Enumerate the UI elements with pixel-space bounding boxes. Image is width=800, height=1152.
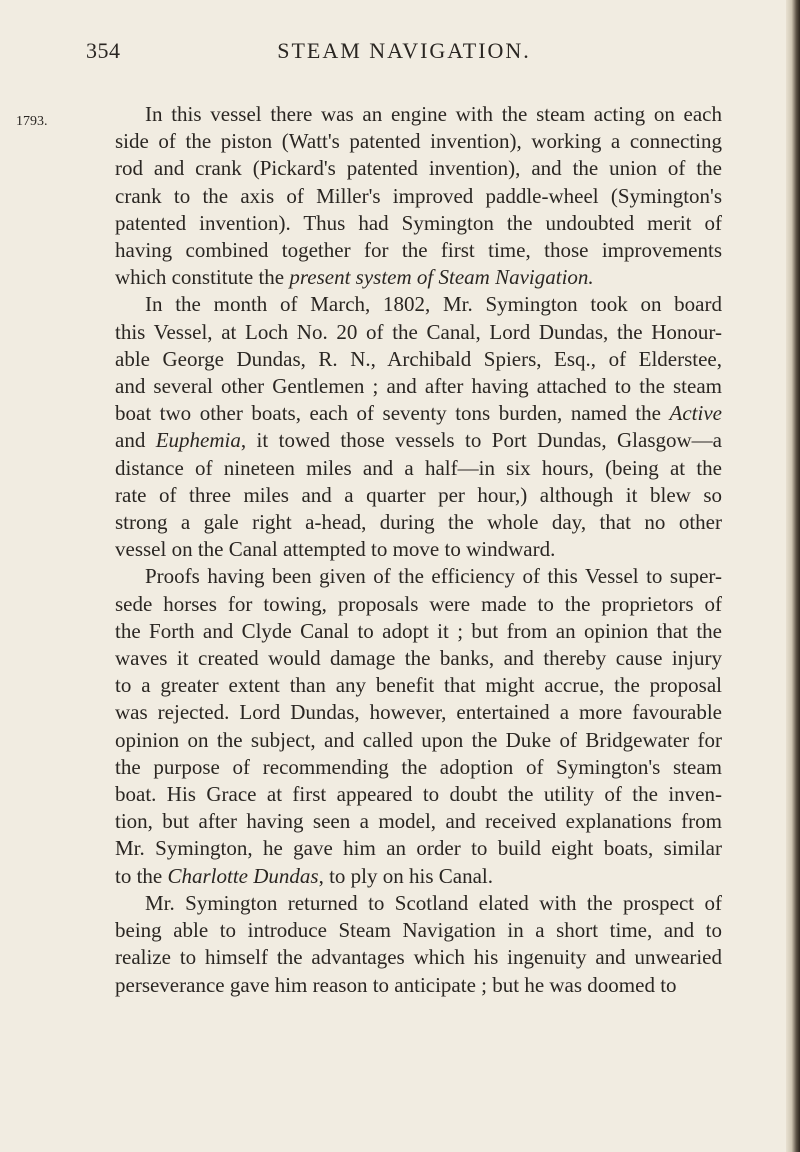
page-edge-shadow <box>786 0 800 1152</box>
text-segment: strong a gale right a-head, during the whole day, that no other <box>115 510 722 535</box>
text-line <box>85 727 722 754</box>
text-segment: Euphemia <box>155 428 241 453</box>
text-segment: tion, but after having seen a model, and received explanations from <box>115 809 722 834</box>
text-line <box>85 346 722 373</box>
text-line <box>85 509 722 536</box>
body-text <box>85 101 722 999</box>
text-segment: patented invention). Thus had Symington the undoubted merit of <box>115 210 722 235</box>
text-segment: , to ply on his Canal. <box>318 863 494 888</box>
text-line <box>85 291 722 318</box>
text-segment: realize to himself the advantages which his ingenuity and unwearied <box>115 945 722 970</box>
text-line <box>85 400 722 427</box>
text-line <box>85 808 722 835</box>
text-line <box>85 237 722 264</box>
text-line <box>85 863 722 890</box>
text-line <box>85 128 722 155</box>
text-line <box>85 155 722 182</box>
text-segment: opinion on the subject, and called upon the Duke of Bridgewater for <box>115 727 722 752</box>
text-line <box>85 319 722 346</box>
text-segment: rod and crank (Pickard's patented invention), and the union of the <box>115 156 722 181</box>
text-segment: and several other Gentlemen ; and after having attached to the steam <box>115 374 722 399</box>
text-line <box>85 944 722 971</box>
text-segment: vessel on the Canal attempted to move to windward. <box>115 537 556 562</box>
text-segment: perseverance gave him reason to anticipate ; but he was doomed to <box>115 972 677 997</box>
text-segment: and <box>115 428 156 453</box>
text-line <box>85 672 722 699</box>
margin-year: 1793. <box>16 114 48 129</box>
text-line <box>85 972 722 999</box>
text-line <box>85 890 722 917</box>
text-line <box>85 536 722 563</box>
text-segment: crank to the axis of Miller's improved paddle-wheel (Symington's <box>115 183 722 208</box>
text-line <box>85 482 722 509</box>
text-segment: was rejected. Lord Dundas, however, entertained a more favourable <box>115 700 722 725</box>
paragraph <box>85 101 722 291</box>
text-segment: able George Dundas, R. N., Archibald Spiers, Esq., of Elderstee, <box>115 346 722 371</box>
text-segment: which constitute the <box>115 265 290 290</box>
paragraph <box>85 291 722 563</box>
text-segment: this Vessel, at Loch No. 20 of the Canal, Lord Dundas, the Honour- <box>115 319 722 344</box>
text-segment: boat two other boats, each of seventy tons burden, named the <box>115 401 670 426</box>
text-segment: In this vessel there was an engine with the steam acting on each <box>145 102 722 126</box>
text-line <box>85 917 722 944</box>
text-segment: In the month of March, 1802, Mr. Symington took on board <box>145 292 722 317</box>
text-line <box>85 264 722 291</box>
text-line <box>85 563 722 590</box>
text-segment: Active <box>669 401 722 426</box>
text-segment: side of the piston (Watt's patented invention), working a connecting <box>115 129 722 154</box>
text-segment: boat. His Grace at first appeared to doubt the utility of the inven- <box>115 782 722 807</box>
text-line <box>85 699 722 726</box>
text-segment: waves it created would damage the banks, and thereby cause injury <box>115 646 722 671</box>
text-segment: Mr. Symington returned to Scotland elated with the prospect of <box>145 890 722 915</box>
text-segment: Mr. Symington, he gave him an order to build eight boats, similar <box>115 836 722 861</box>
text-line <box>85 427 722 454</box>
text-segment: present system of Steam Navigation. <box>289 265 594 290</box>
page-number: 354 <box>86 38 121 63</box>
text-line <box>85 101 722 128</box>
text-segment: Charlotte Dundas <box>167 863 319 888</box>
text-line <box>85 618 722 645</box>
text-line <box>85 835 722 862</box>
text-segment: rate of three miles and a quarter per hour,) although it blew so <box>115 482 722 507</box>
text-segment: distance of nineteen miles and a half—in six hours, (being at the <box>115 455 722 480</box>
text-segment: being able to introduce Steam Navigation in a short time, and to <box>115 918 722 943</box>
text-segment: the Forth and Clyde Canal to adopt it ; but from an opinion that the <box>115 618 722 643</box>
running-head: STEAM NAVIGATION. <box>277 38 531 63</box>
paragraph <box>85 563 722 889</box>
page-header <box>86 38 722 78</box>
text-segment: having combined together for the first time, those improvements <box>115 238 722 263</box>
text-segment: Proofs having been given of the efficiency of this Vessel to super- <box>145 564 722 589</box>
text-line <box>85 781 722 808</box>
text-segment: the purpose of recommending the adoption of Symington's steam <box>115 754 722 779</box>
text-line <box>85 183 722 210</box>
text-line <box>85 455 722 482</box>
text-line <box>85 754 722 781</box>
text-segment: sede horses for towing, proposals were made to the proprietors of <box>115 591 722 616</box>
paragraph <box>85 890 722 999</box>
text-line <box>85 210 722 237</box>
text-segment: to the <box>115 863 168 888</box>
text-segment: to a greater extent than any benefit that might accrue, the proposal <box>115 673 722 698</box>
text-line <box>85 591 722 618</box>
text-line <box>85 373 722 400</box>
text-line <box>85 645 722 672</box>
text-segment: , it towed those vessels to Port Dundas, Glasgow—a <box>240 428 722 453</box>
